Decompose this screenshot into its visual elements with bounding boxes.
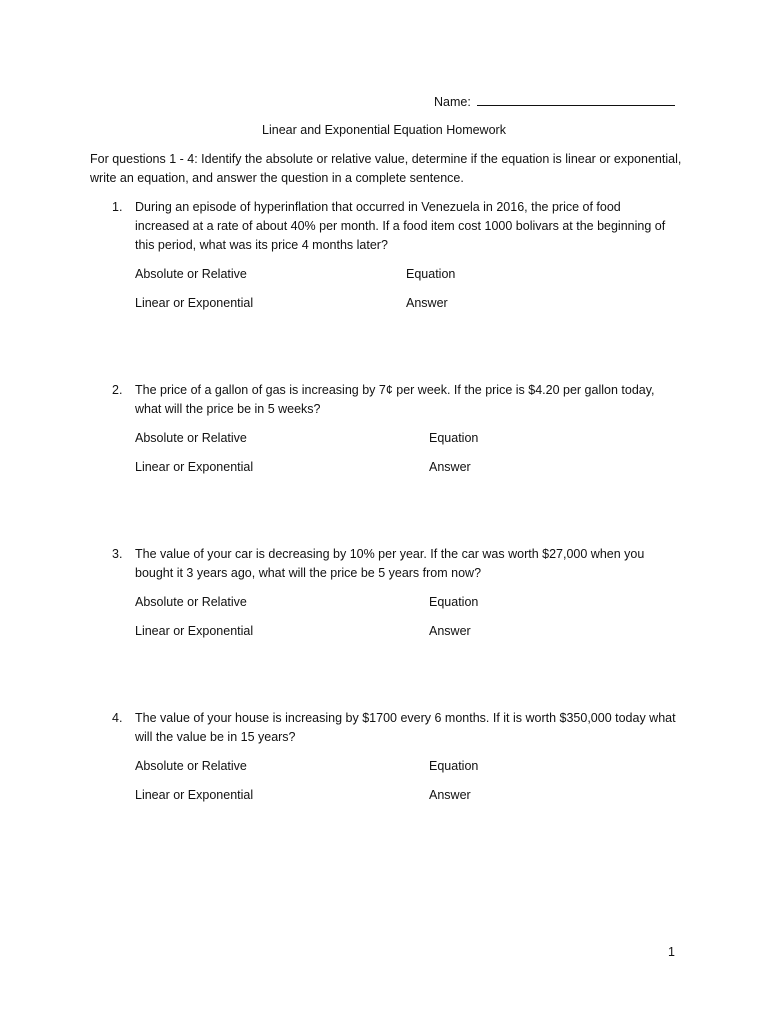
question-number: 1. [112,200,123,214]
answer-label: Answer [429,460,471,474]
question-text: During an episode of hyperinflation that occurred in Venezuela in 2016, the price of food increased at a rate of about 40% per month. If a food item cost 1000 bolivars at the beginning of this period, what was its price 4 months later? [135,200,666,252]
question-text: The price of a gallon of gas is increasing by 7¢ per week. If the price is $4.20 per gallon today, what will the price be in 5 weeks? [135,383,655,416]
question-fields [135,265,682,323]
question-fields [135,757,682,815]
answer-label: Answer [429,788,471,802]
name-label: Name: [434,95,471,109]
equation-label: Equation [429,595,479,609]
equation-label: Equation [429,759,479,773]
equation-label: Equation [429,431,479,445]
question-text: The value of your car is decreasing by 10% per year. If the car was worth $27,000 when you bought it 3 years ago, what will the price be 5 years from now? [135,547,645,580]
name-field [434,92,675,112]
equation-label: Equation [406,267,456,281]
linear-exponential-label: Linear or Exponential [135,624,254,638]
question-4 [112,709,682,815]
instructions: For questions 1 - 4: Identify the absolute or relative value, determine if the equation is linear or exponential, write an equation, and answer the question in a complete sentence. [90,152,682,185]
question-number: 4. [112,711,123,725]
question-3 [112,545,682,651]
absolute-relative-label: Absolute or Relative [135,759,247,773]
question-2 [112,381,682,487]
page-title: Linear and Exponential Equation Homework [262,123,506,137]
question-number: 3. [112,547,123,561]
question-text: The value of your house is increasing by $1700 every 6 months. If it is worth $350,000 today what will the value be in 15 years? [135,711,676,744]
question-fields [135,593,682,651]
answer-label: Answer [429,624,471,638]
question-1 [112,198,682,323]
question-fields [135,429,682,487]
linear-exponential-label: Linear or Exponential [135,296,254,310]
linear-exponential-label: Linear or Exponential [135,788,254,802]
page-number: 1 [668,945,675,959]
linear-exponential-label: Linear or Exponential [135,460,254,474]
absolute-relative-label: Absolute or Relative [135,267,247,281]
name-blank-line [477,92,675,106]
absolute-relative-label: Absolute or Relative [135,431,247,445]
question-number: 2. [112,383,123,397]
answer-label: Answer [406,296,448,310]
absolute-relative-label: Absolute or Relative [135,595,247,609]
